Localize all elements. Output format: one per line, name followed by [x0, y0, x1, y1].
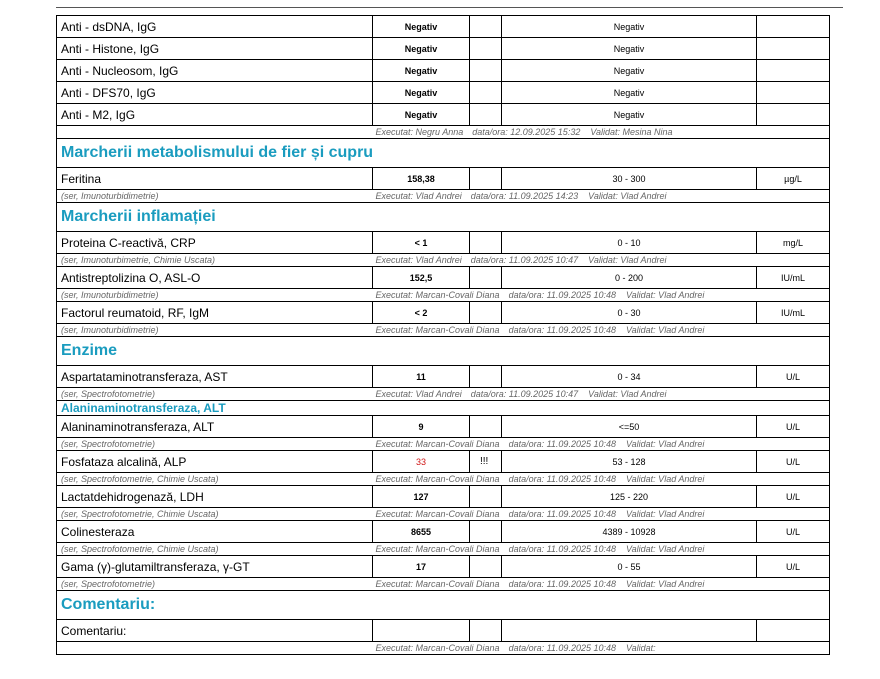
test-result: < 1	[373, 232, 470, 254]
executed-by: Executat: Marcan-Covali Diana	[375, 509, 500, 519]
method-note: (ser, Spectrofotometrie)	[57, 438, 373, 451]
test-row	[57, 416, 830, 438]
execution-info	[373, 388, 830, 401]
unit	[757, 104, 830, 126]
abnormal-flag	[470, 232, 502, 254]
executed-by: Executat: Marcan-Covali Diana	[375, 544, 500, 554]
test-name: Anti - dsDNA, IgG	[57, 16, 373, 38]
execution-info	[373, 508, 830, 521]
unit: U/L	[757, 521, 830, 543]
method-note	[57, 126, 373, 139]
unit	[757, 620, 830, 642]
test-row	[57, 60, 830, 82]
execution-info-row	[57, 254, 830, 267]
test-result: 158,38	[373, 168, 470, 190]
test-name: Aspartataminotransferaza, AST	[57, 366, 373, 388]
method-note: (ser, Spectrofotometrie)	[57, 388, 373, 401]
reference-range	[502, 620, 757, 642]
test-name: Lactatdehidrogenază, LDH	[57, 486, 373, 508]
reference-range: 125 - 220	[502, 486, 757, 508]
executed-by: Executat: Marcan-Covali Diana	[375, 579, 500, 589]
execution-info	[373, 190, 830, 203]
abnormal-flag	[470, 60, 502, 82]
execution-info	[373, 543, 830, 556]
reference-range: 30 - 300	[502, 168, 757, 190]
execution-info-row	[57, 438, 830, 451]
test-result: Negativ	[373, 104, 470, 126]
executed-by: Executat: Vlad Andrei	[375, 255, 462, 265]
abnormal-flag	[470, 82, 502, 104]
executed-by: Executat: Vlad Andrei	[375, 389, 462, 399]
unit	[757, 16, 830, 38]
executed-by: Executat: Marcan-Covali Diana	[375, 325, 500, 335]
execution-datetime: data/ora: 11.09.2025 10:47	[470, 255, 579, 265]
test-name: Anti - M2, IgG	[57, 104, 373, 126]
reference-range: Negativ	[502, 104, 757, 126]
method-note	[57, 642, 373, 655]
test-result: 127	[373, 486, 470, 508]
validated-by: Validat: Vlad Andrei	[626, 439, 705, 449]
execution-info-row	[57, 324, 830, 337]
test-row	[57, 521, 830, 543]
test-name: Comentariu:	[57, 620, 373, 642]
reference-range: Negativ	[502, 38, 757, 60]
subsection-header-row	[57, 401, 830, 416]
execution-datetime: data/ora: 11.09.2025 10:48	[508, 439, 616, 449]
unit: U/L	[757, 366, 830, 388]
test-name: Feritina	[57, 168, 373, 190]
abnormal-flag	[470, 302, 502, 324]
test-row	[57, 38, 830, 60]
validated-by: Validat: Mesina Nina	[590, 127, 673, 137]
executed-by: Executat: Marcan-Covali Diana	[375, 474, 500, 484]
test-name: Alaninaminotransferaza, ALT	[57, 416, 373, 438]
executed-by: Executat: Negru Anna	[375, 127, 464, 137]
test-name: Proteina C-reactivă, CRP	[57, 232, 373, 254]
execution-info	[373, 289, 830, 302]
section-header-row	[57, 203, 830, 232]
execution-info-row	[57, 190, 830, 203]
reference-range: Negativ	[502, 16, 757, 38]
execution-info-row	[57, 543, 830, 556]
test-name: Fosfataza alcalină, ALP	[57, 451, 373, 473]
execution-info-row	[57, 126, 830, 139]
execution-datetime: data/ora: 12.09.2025 15:32	[472, 127, 581, 137]
test-result	[373, 620, 470, 642]
section-header-row	[57, 139, 830, 168]
abnormal-flag	[470, 38, 502, 60]
validated-by: Validat: Vlad Andrei	[626, 579, 705, 589]
execution-info	[373, 324, 830, 337]
test-name: Gama (γ)-glutamiltransferaza, γ-GT	[57, 556, 373, 578]
validated-by: Validat: Vlad Andrei	[626, 290, 705, 300]
executed-by: Executat: Marcan-Covali Diana	[375, 439, 500, 449]
abnormal-flag	[470, 416, 502, 438]
method-note: (ser, Spectrofotometrie, Chimie Uscata)	[57, 543, 373, 556]
unit	[757, 60, 830, 82]
unit: U/L	[757, 556, 830, 578]
reference-range: 0 - 55	[502, 556, 757, 578]
execution-datetime: data/ora: 11.09.2025 14:23	[470, 191, 579, 201]
execution-info-row	[57, 473, 830, 486]
test-row	[57, 366, 830, 388]
unit	[757, 82, 830, 104]
execution-info	[373, 254, 830, 267]
top-rule	[56, 7, 843, 8]
reference-range: 0 - 10	[502, 232, 757, 254]
section-title: Marcherii metabolismului de fier și cupru	[57, 139, 830, 168]
test-row	[57, 104, 830, 126]
unit: U/L	[757, 416, 830, 438]
unit: µg/L	[757, 168, 830, 190]
test-row	[57, 16, 830, 38]
test-name: Colinesteraza	[57, 521, 373, 543]
abnormal-flag	[470, 104, 502, 126]
execution-datetime: data/ora: 11.09.2025 10:48	[508, 474, 616, 484]
section-title: Comentariu:	[57, 591, 830, 620]
test-result: 8655	[373, 521, 470, 543]
test-row	[57, 451, 830, 473]
reference-range: 4389 - 10928	[502, 521, 757, 543]
unit: mg/L	[757, 232, 830, 254]
method-note: (ser, Spectrofotometrie, Chimie Uscata)	[57, 508, 373, 521]
validated-by: Validat: Vlad Andrei	[588, 191, 667, 201]
method-note: (ser, Imunoturbimetrie, Chimie Uscata)	[57, 254, 373, 267]
execution-datetime: data/ora: 11.09.2025 10:48	[508, 643, 616, 653]
validated-by: Validat: Vlad Andrei	[626, 474, 705, 484]
method-note: (ser, Imunoturbidimetrie)	[57, 324, 373, 337]
test-result: 17	[373, 556, 470, 578]
execution-info-row	[57, 508, 830, 521]
test-row	[57, 302, 830, 324]
execution-info-row	[57, 388, 830, 401]
test-result: 9	[373, 416, 470, 438]
test-row	[57, 168, 830, 190]
test-result: Negativ	[373, 60, 470, 82]
validated-by: Validat: Vlad Andrei	[588, 389, 667, 399]
executed-by: Executat: Marcan-Covali Diana	[375, 643, 500, 653]
method-note: (ser, Spectrofotometrie, Chimie Uscata)	[57, 473, 373, 486]
test-name: Antistreptolizina O, ASL-O	[57, 267, 373, 289]
subsection-title: Alaninaminotransferaza, ALT	[57, 401, 830, 416]
unit: IU/mL	[757, 267, 830, 289]
abnormal-flag	[470, 267, 502, 289]
reference-range: Negativ	[502, 82, 757, 104]
test-row	[57, 556, 830, 578]
test-result: < 2	[373, 302, 470, 324]
execution-info	[373, 438, 830, 451]
test-row	[57, 267, 830, 289]
test-name: Anti - Nucleosom, IgG	[57, 60, 373, 82]
abnormal-flag: !!!	[470, 451, 502, 473]
execution-datetime: data/ora: 11.09.2025 10:48	[508, 290, 616, 300]
execution-info	[373, 473, 830, 486]
reference-range: 0 - 30	[502, 302, 757, 324]
test-result: Negativ	[373, 82, 470, 104]
reference-range: <=50	[502, 416, 757, 438]
execution-datetime: data/ora: 11.09.2025 10:48	[508, 509, 616, 519]
test-name: Factorul reumatoid, RF, IgM	[57, 302, 373, 324]
test-row	[57, 486, 830, 508]
reference-range: 0 - 34	[502, 366, 757, 388]
execution-info	[373, 126, 830, 139]
results-table	[56, 15, 830, 655]
validated-by: Validat: Vlad Andrei	[626, 509, 705, 519]
test-result: Negativ	[373, 16, 470, 38]
execution-datetime: data/ora: 11.09.2025 10:48	[508, 325, 616, 335]
unit	[757, 38, 830, 60]
validated-by: Validat:	[626, 643, 656, 653]
test-result: 33	[373, 451, 470, 473]
test-result: 11	[373, 366, 470, 388]
execution-datetime: data/ora: 11.09.2025 10:48	[508, 544, 616, 554]
validated-by: Validat: Vlad Andrei	[626, 544, 705, 554]
execution-info-row	[57, 642, 830, 655]
test-name: Anti - Histone, IgG	[57, 38, 373, 60]
reference-range: 0 - 200	[502, 267, 757, 289]
executed-by: Executat: Marcan-Covali Diana	[375, 290, 500, 300]
execution-info	[373, 642, 830, 655]
execution-datetime: data/ora: 11.09.2025 10:48	[508, 579, 616, 589]
unit: U/L	[757, 451, 830, 473]
test-result: Negativ	[373, 38, 470, 60]
unit: U/L	[757, 486, 830, 508]
abnormal-flag	[470, 486, 502, 508]
test-name: Anti - DFS70, IgG	[57, 82, 373, 104]
abnormal-flag	[470, 521, 502, 543]
section-header-row	[57, 337, 830, 366]
execution-info-row	[57, 289, 830, 302]
unit: IU/mL	[757, 302, 830, 324]
abnormal-flag	[470, 620, 502, 642]
abnormal-flag	[470, 366, 502, 388]
reference-range: 53 - 128	[502, 451, 757, 473]
method-note: (ser, Spectrofotometrie)	[57, 578, 373, 591]
test-row	[57, 82, 830, 104]
abnormal-flag	[470, 556, 502, 578]
validated-by: Validat: Vlad Andrei	[588, 255, 667, 265]
section-title: Marcherii inflamației	[57, 203, 830, 232]
abnormal-flag	[470, 168, 502, 190]
method-note: (ser, Imunoturbidimetrie)	[57, 190, 373, 203]
test-row	[57, 232, 830, 254]
section-header-row	[57, 591, 830, 620]
abnormal-flag	[470, 16, 502, 38]
executed-by: Executat: Vlad Andrei	[375, 191, 462, 201]
test-result: 152,5	[373, 267, 470, 289]
reference-range: Negativ	[502, 60, 757, 82]
execution-info	[373, 578, 830, 591]
execution-datetime: data/ora: 11.09.2025 10:47	[470, 389, 579, 399]
validated-by: Validat: Vlad Andrei	[626, 325, 705, 335]
execution-info-row	[57, 578, 830, 591]
results-table-body	[57, 16, 830, 655]
test-row	[57, 620, 830, 642]
section-title: Enzime	[57, 337, 830, 366]
method-note: (ser, Imunoturbidimetrie)	[57, 289, 373, 302]
